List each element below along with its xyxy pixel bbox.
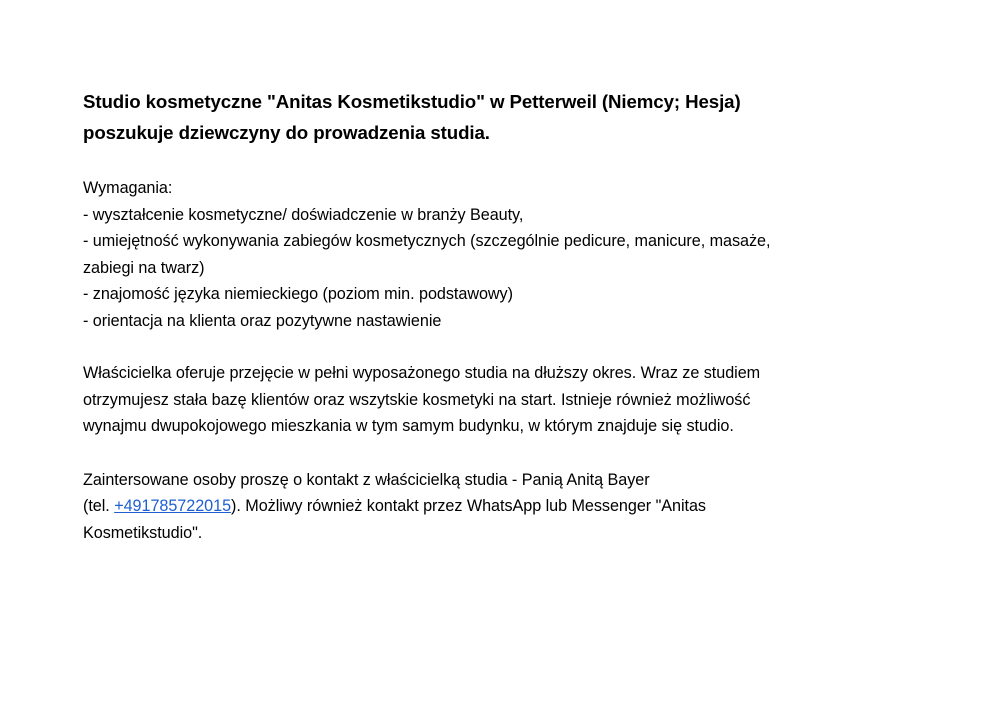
page-title bbox=[83, 86, 913, 148]
contact-line-3: Kosmetikstudio". bbox=[83, 523, 203, 542]
offer-line: wynajmu dwupokojowego mieszkania w tym samym budynku, w którym znajduje się studio. bbox=[83, 417, 734, 435]
requirements-heading: Wymagania: bbox=[83, 179, 173, 197]
requirements-section bbox=[83, 175, 913, 334]
contact-line-1: Zaintersowane osoby proszę o kontakt z właścicielką studia - Panią Anitą Bayer bbox=[83, 470, 650, 489]
requirement-item: - wyształcenie kosmetyczne/ doświadczenie w branży Beauty, bbox=[83, 205, 524, 224]
requirement-item: zabiegi na twarz) bbox=[83, 258, 205, 277]
title-line-1: Studio kosmetyczne "Anitas Kosmetikstudio" w Petterweil (Niemcy; Hesja) bbox=[83, 91, 741, 112]
contact-line-2-suffix: ). Możliwy również kontakt przez WhatsApp lub Messenger "Anitas bbox=[231, 497, 706, 515]
contact-line-2 bbox=[83, 493, 913, 520]
contact-tel-prefix: (tel. bbox=[83, 497, 115, 515]
requirement-item: - umiejętność wykonywania zabiegów kosmetycznych (szczególnie pedicure, manicure, masaże, bbox=[83, 232, 771, 250]
requirement-item: - orientacja na klienta oraz pozytywne nastawienie bbox=[83, 311, 442, 330]
offer-section bbox=[83, 360, 913, 440]
contact-section bbox=[83, 467, 913, 547]
offer-line: otrzymujesz stała bazę klientów oraz wszytskie kosmetyki na start. Istnieje również możliwość bbox=[83, 390, 751, 409]
document-page bbox=[83, 86, 913, 546]
offer-line: Właścicielka oferuje przejęcie w pełni wyposażonego studia na dłuższy okres. Wraz ze studiem bbox=[83, 364, 761, 382]
phone-link[interactable]: +491785722015 bbox=[114, 497, 232, 515]
requirement-item: - znajomość języka niemieckiego (poziom min. podstawowy) bbox=[83, 285, 513, 303]
title-line-2: poszukuje dziewczyny do prowadzenia studia. bbox=[83, 122, 490, 143]
